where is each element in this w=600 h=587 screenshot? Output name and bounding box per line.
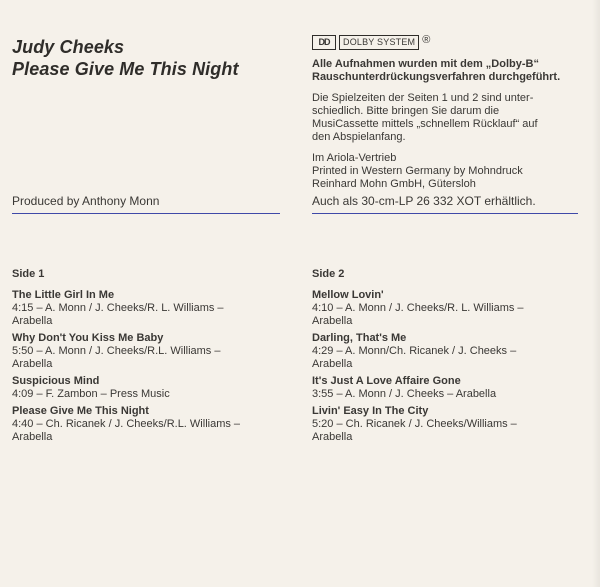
track-credit: Arabella [312, 358, 353, 370]
track-item [12, 332, 302, 371]
track-credit: Arabella [312, 315, 353, 327]
track-credit: 4:09 – F. Zambon – Press Music [12, 388, 170, 400]
playtime-notice: Die Spielzeiten der Seiten 1 und 2 sind unter- schiedlich. Bitte bringen Sie darum die MusiCassette mittels „schnellem Rücklauf“ auf den Abspielanfang. [312, 92, 538, 143]
track-title: Suspicious Mind [12, 375, 100, 387]
track-title: Why Don't You Kiss Me Baby [12, 332, 164, 344]
track-credit: 4:15 – A. Monn / J. Cheeks/R. L. Williams – [12, 302, 224, 314]
track-item [312, 375, 600, 401]
side-1-tracklist [12, 268, 302, 448]
track-credit: 4:10 – A. Monn / J. Cheeks/R. L. Williams – [312, 302, 524, 314]
track-credit: 5:20 – Ch. Ricanek / J. Cheeks/Williams – [312, 418, 517, 430]
side-1-heading: Side 1 [12, 268, 45, 280]
paper-edge-shadow [592, 0, 600, 587]
track-item [312, 289, 600, 328]
track-item [312, 405, 600, 444]
track-item [312, 332, 600, 371]
title-block [12, 36, 239, 80]
dolby-note: Alle Aufnahmen wurden mit dem „Dolby-B“ Rauschunterdrückungsverfahren durchgeführt. [312, 58, 561, 83]
track-title: Livin' Easy In The City [312, 405, 429, 417]
track-title: Darling, That's Me [312, 332, 407, 344]
track-credit: 5:50 – A. Monn / J. Cheeks/R.L. Williams – [12, 345, 221, 357]
track-credit: Arabella [12, 358, 53, 370]
registered-mark: ® [422, 33, 431, 46]
divider-right [312, 213, 578, 214]
track-credit: Arabella [12, 431, 53, 443]
side-2-heading: Side 2 [312, 268, 345, 280]
dolby-double-d-icon: DD [312, 35, 336, 50]
track-credit: 4:29 – A. Monn/Ch. Ricanek / J. Cheeks – [312, 345, 517, 357]
track-credit: Arabella [12, 315, 53, 327]
info-column [312, 34, 582, 199]
track-credit: 4:40 – Ch. Ricanek / J. Cheeks/R.L. Williams – [12, 418, 241, 430]
side-2-tracklist [312, 268, 600, 448]
track-item [12, 375, 302, 401]
divider-left [12, 213, 280, 214]
producer-credit: Produced by Anthony Monn [12, 194, 160, 208]
track-title: It's Just A Love Affaire Gone [312, 375, 461, 387]
track-title: Please Give Me This Night [12, 405, 149, 417]
track-credit: 3:55 – A. Monn / J. Cheeks – Arabella [312, 388, 497, 400]
album-title: Please Give Me This Night [12, 59, 239, 79]
track-item [12, 405, 302, 444]
track-credit: Arabella [312, 431, 353, 443]
artist-name: Judy Cheeks [12, 37, 125, 57]
track-title: Mellow Lovin' [312, 289, 384, 301]
track-item [12, 289, 302, 328]
dolby-logo [312, 34, 582, 50]
dolby-system-label: DOLBY SYSTEM [339, 35, 419, 50]
lp-availability: Auch als 30-cm-LP 26 332 XOT erhältlich. [312, 194, 536, 208]
distribution-info: Im Ariola-Vertrieb Printed in Western Germany by Mohndruck Reinhard Mohn GmbH, Gütersloh [312, 152, 523, 190]
track-title: The Little Girl In Me [12, 289, 115, 301]
